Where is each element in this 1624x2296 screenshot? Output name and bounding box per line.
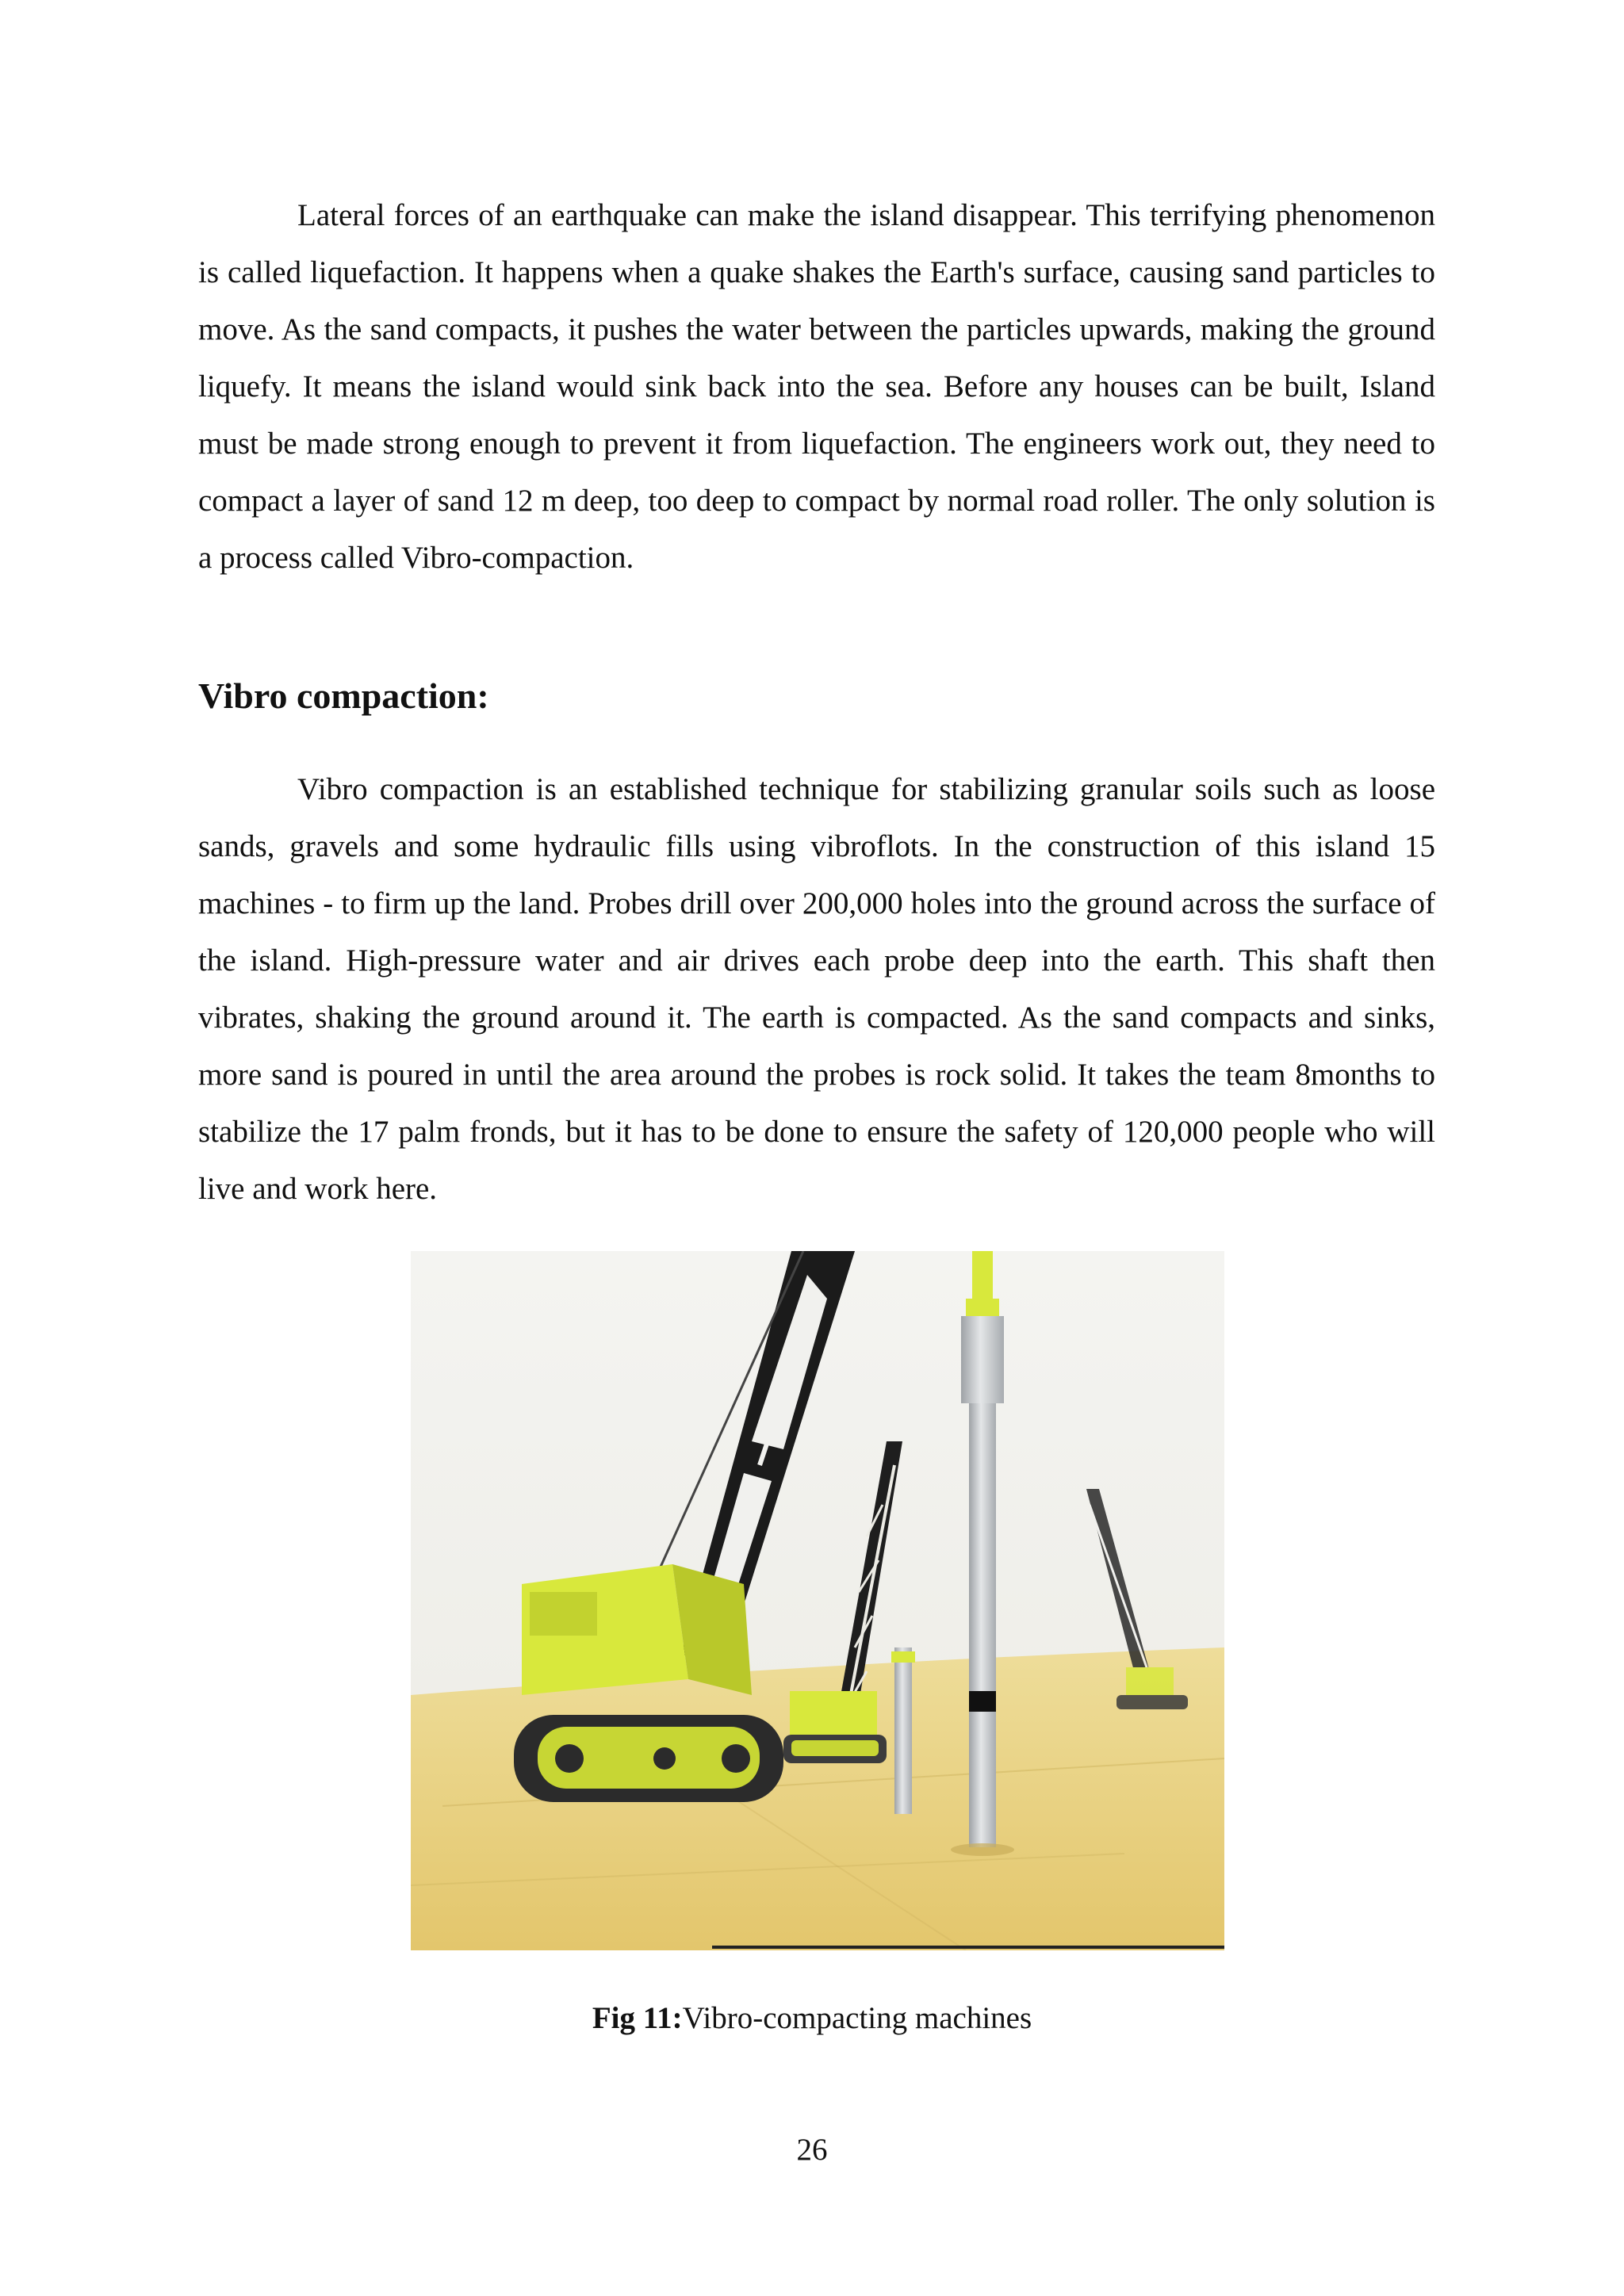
figure-vibro-machines-image — [411, 1251, 1224, 1950]
figure-caption — [0, 1996, 1624, 2041]
paragraph-vibro-compaction: Vibro compaction is an established technique for stabilizing granular soils such as loose sands, gravels and some hydraulic fills using vibroflots. In the construction of this island 15 machines - to firm up the land. Probes drill over 200,000 holes into the ground across the surface of the island. High-pressure water and air drives each probe deep into the earth. This shaft then vibrates, shaking the ground around it. The earth is compacted. As the sand compacts and sinks, more sand is poured in until the area around the probes is rock solid. It takes the team 8months to stabilize the 17 palm fronds, but it has to be done to ensure the safety of 120,000 people who will live and work here. — [198, 772, 1435, 1206]
paragraph-liquefaction: Lateral forces of an earthquake can make the island disappear. This terrifying phenomenon is called liquefaction. It happens when a quake shakes the Earth's surface, causing sand particles to move. As the sand compacts, it pushes the water between the particles upwards, making the ground liquefy. It means the island would sink back into the sea. Before any houses can be built, Island must be made strong enough to prevent it from liquefaction. The engineers work out, they need to compact a layer of sand 12 m deep, too deep to compact by normal road roller. The only solution is a process called Vibro-compaction. — [198, 198, 1435, 575]
vibro-machines-illustration — [411, 1251, 1224, 1950]
section-heading: Vibro compaction: — [198, 675, 489, 716]
figure-caption-label: Fig 11: — [592, 2001, 683, 2035]
figure-caption-text: Vibro-compacting machines — [682, 2001, 1032, 2035]
page-number: 26 — [796, 2133, 828, 2167]
